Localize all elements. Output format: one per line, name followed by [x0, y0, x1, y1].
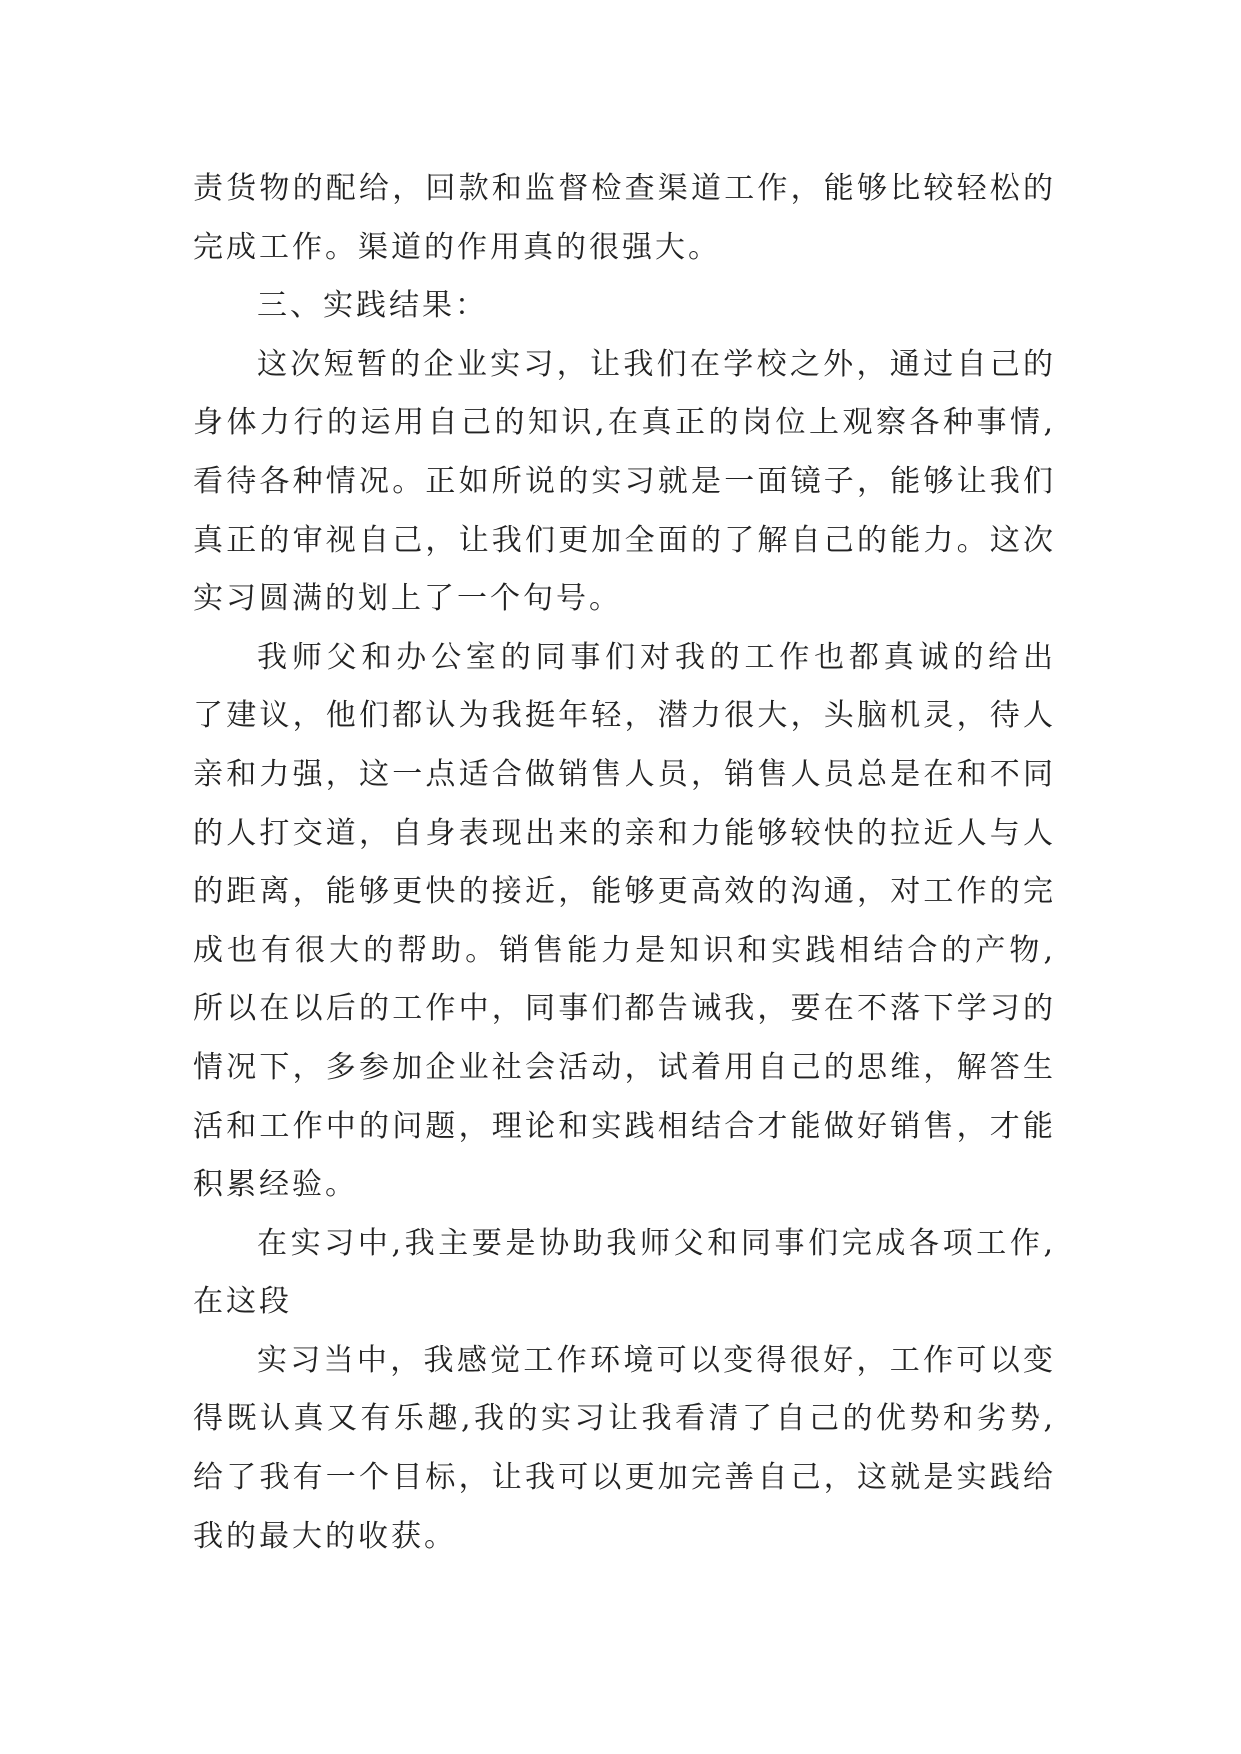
body-text — [193, 160, 1053, 1566]
text-line: 我的最大的收获。 — [193, 1518, 457, 1554]
text-line: 这次短暂的企业实习，让我们在学校之外，通过自己的 — [257, 346, 1053, 382]
text-line: 积累经验。 — [193, 1167, 358, 1203]
section-heading: 三、实践结果： — [257, 288, 488, 324]
text-line: 真正的审视自己，让我们更加全面的了解自己的能力。这次 — [193, 522, 1053, 558]
text-line: 的距离，能够更快的接近，能够更高效的沟通，对工作的完 — [193, 874, 1053, 910]
text-line: 亲和力强，这一点适合做销售人员，销售人员总是在和不同 — [193, 756, 1053, 792]
text-line: 成也有很大的帮助。销售能力是知识和实践相结合的产物, — [193, 932, 1053, 968]
text-line: 活和工作中的问题，理论和实践相结合才能做好销售，才能 — [193, 1108, 1053, 1144]
text-line: 的人打交道，自身表现出来的亲和力能够较快的拉近人与人 — [193, 815, 1053, 851]
text-line: 情况下，多参加企业社会活动，试着用自己的思维，解答生 — [193, 1049, 1053, 1085]
text-line: 得既认真又有乐趣,我的实习让我看清了自己的优势和劣势, — [193, 1401, 1053, 1437]
text-line: 看待各种情况。正如所说的实习就是一面镜子，能够让我们 — [193, 463, 1053, 499]
text-line: 所以在以后的工作中，同事们都告诫我，要在不落下学习的 — [193, 991, 1053, 1027]
text-line: 给了我有一个目标，让我可以更加完善自己，这就是实践给 — [193, 1460, 1053, 1496]
text-line: 在实习中,我主要是协助我师父和同事们完成各项工作, — [257, 1225, 1053, 1261]
text-line: 实习当中，我感觉工作环境可以变得很好，工作可以变 — [257, 1342, 1053, 1378]
text-line: 了建议，他们都认为我挺年轻，潜力很大，头脑机灵，待人 — [193, 698, 1053, 734]
text-line: 身体力行的运用自己的知识,在真正的岗位上观察各种事情, — [193, 405, 1053, 441]
text-line: 完成工作。渠道的作用真的很强大。 — [193, 229, 721, 265]
text-line: 责货物的配给，回款和监督检查渠道工作，能够比较轻松的 — [193, 171, 1053, 206]
text-line: 实习圆满的划上了一个句号。 — [193, 581, 622, 617]
text-line: 我师父和办公室的同事们对我的工作也都真诚的给出 — [257, 639, 1053, 675]
text-line: 在这段 — [193, 1284, 292, 1320]
